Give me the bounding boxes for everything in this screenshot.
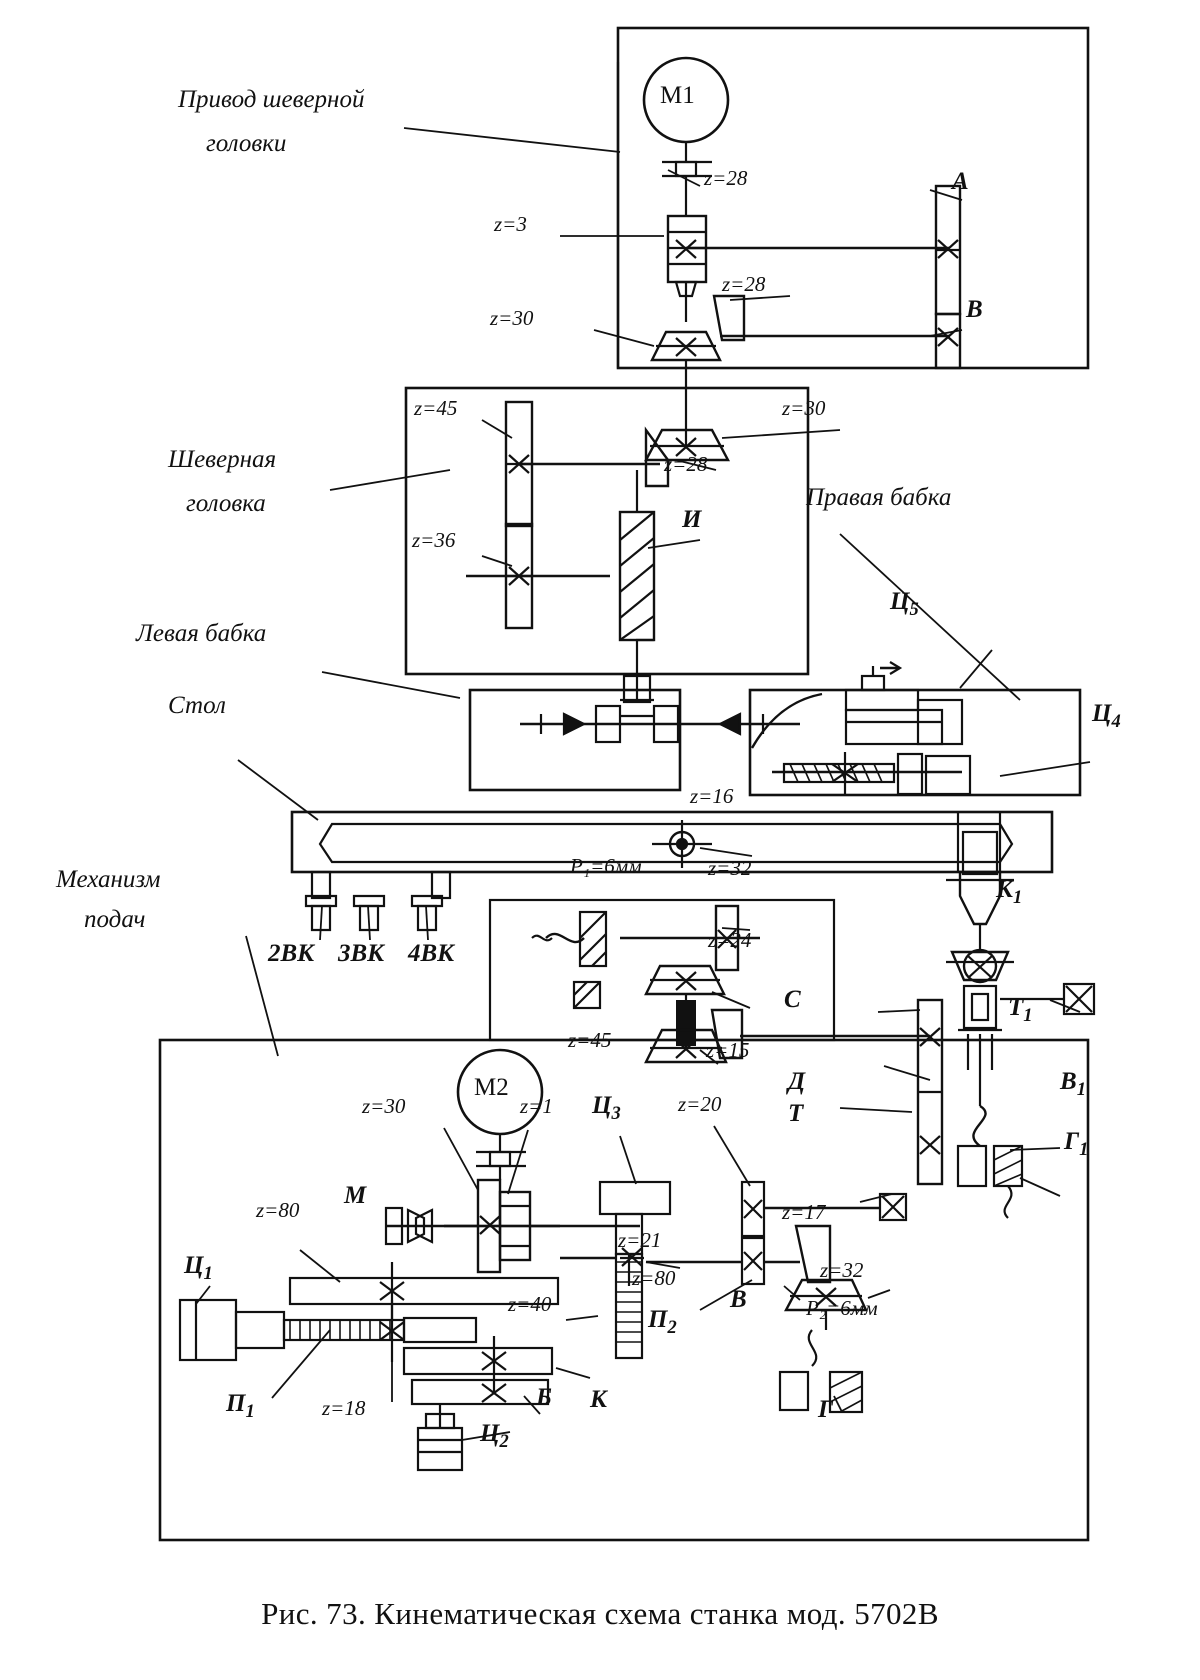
box-mehanizm-podach — [160, 1040, 1088, 1540]
label-levaya-babka: Левая бабка — [136, 620, 267, 647]
gear-label-z80-b: z=80 — [632, 1266, 676, 1290]
gear-label-z32-mid: z=32 — [708, 856, 752, 880]
pump-2-label: $П_2$ — [648, 1306, 677, 1338]
label-privod-line1: Привод шеверной — [178, 86, 365, 113]
label-shever-line2: головка — [186, 490, 266, 517]
box-levaya-babka — [470, 690, 680, 790]
shaft-label-d: Д — [788, 1068, 806, 1095]
label-pravaya-babka: Правая бабка — [806, 484, 952, 511]
shaft-label-i: И — [682, 506, 702, 533]
gear-label-z28-b: z=28 — [722, 272, 766, 296]
label-stol: Стол — [168, 692, 226, 719]
gear-label-z20: z=20 — [678, 1092, 722, 1116]
gear-label-z21: z=21 — [618, 1228, 662, 1252]
label-mehanizm-line1: Механизм — [56, 866, 161, 893]
switch-2vk-label: 2ВК — [268, 940, 315, 967]
gear-label-z24: z=24 — [708, 928, 752, 952]
cyl-3 — [600, 1182, 670, 1214]
pump-1-label: $П_1$ — [226, 1390, 255, 1422]
b1-label: $В_1$ — [1060, 1068, 1086, 1100]
gear-label-z30-b: z=30 — [782, 396, 826, 420]
gear-label-z45: z=45 — [414, 396, 458, 420]
gear-label-z28-top: z=28 — [704, 166, 748, 190]
gear-z40 — [404, 1348, 552, 1374]
gear-label-z32-feed: z=32 — [820, 1258, 864, 1282]
gear-label-z45-b: z=45 — [568, 1028, 612, 1052]
switch-4vk-label: 4ВК — [408, 940, 455, 967]
cyl-5-label: $Ц_5$ — [890, 588, 919, 620]
gear-label-z36: z=36 — [412, 528, 456, 552]
shaft-label-m: М — [344, 1182, 367, 1209]
switch-3vk-label: 3ВК — [338, 940, 385, 967]
gear-label-z80: z=80 — [256, 1198, 300, 1222]
cyl-2 — [418, 1428, 462, 1470]
gear-B — [936, 314, 960, 368]
gear-label-z15: z=15 — [706, 1038, 750, 1062]
motor-m1-label: M1 — [660, 82, 695, 109]
shaft-label-b: В — [966, 296, 983, 323]
gear-label-z17: z=17 — [782, 1200, 826, 1224]
gear-label-z18: z=18 — [322, 1396, 366, 1420]
shaft-label-a: А — [952, 168, 969, 195]
shaft-label-t: Т — [788, 1100, 804, 1127]
gear-label-z3: z=3 — [494, 212, 527, 236]
label-privod-line2: головки — [206, 130, 287, 157]
bevel-z28-upper — [714, 296, 744, 340]
gear-label-z30-feed: z=30 — [362, 1094, 406, 1118]
cyl-2-label: $Ц_2$ — [480, 1420, 509, 1452]
cyl-1 — [180, 1300, 236, 1360]
cyl-4 — [926, 756, 970, 794]
gear-label-z16: z=16 — [690, 784, 734, 808]
label-shever-line1: Шеверная — [168, 446, 277, 473]
gear-label-z1: z=1 — [520, 1094, 553, 1118]
gear-label-z40: z=40 — [508, 1292, 552, 1316]
bed-block — [490, 900, 834, 1040]
shaft-label-k: К — [590, 1386, 607, 1413]
box-pravaya-babka — [750, 690, 1080, 795]
shaft-label-c: С — [784, 986, 801, 1013]
cyl-4-label: $Ц_4$ — [1092, 700, 1121, 732]
cyl-1-label: $Ц_1$ — [184, 1252, 213, 1284]
g1-label: $Г_1$ — [1064, 1128, 1089, 1160]
pitch-label-p1: Р₁=6мм — [570, 854, 642, 878]
k1-label: $К_1$ — [996, 876, 1023, 908]
box-shevernaya-golovka — [406, 388, 808, 674]
label-mehanizm-line2: подач — [84, 906, 146, 933]
rack-p1 — [284, 1320, 404, 1340]
shaft-label-g: Г — [818, 1396, 834, 1423]
valve-b1 — [958, 1146, 986, 1186]
pitch-label-p2: Р₂=6мм — [806, 1296, 878, 1320]
motor-m2-label: M2 — [474, 1074, 509, 1101]
gear-label-z30-a: z=30 — [490, 306, 534, 330]
shaft-label-bl: Б — [536, 1384, 552, 1411]
gear-label-z28-c: z=28 — [664, 452, 708, 476]
shaft-label-b2: В — [730, 1286, 747, 1313]
figure-caption: Рис. 73. Кинематическая схема станка мод. 5702В — [261, 1596, 939, 1631]
cyl-3-label: $Ц_3$ — [592, 1092, 621, 1124]
box-privod — [618, 28, 1088, 368]
t1-label: $Т_1$ — [1008, 994, 1033, 1026]
